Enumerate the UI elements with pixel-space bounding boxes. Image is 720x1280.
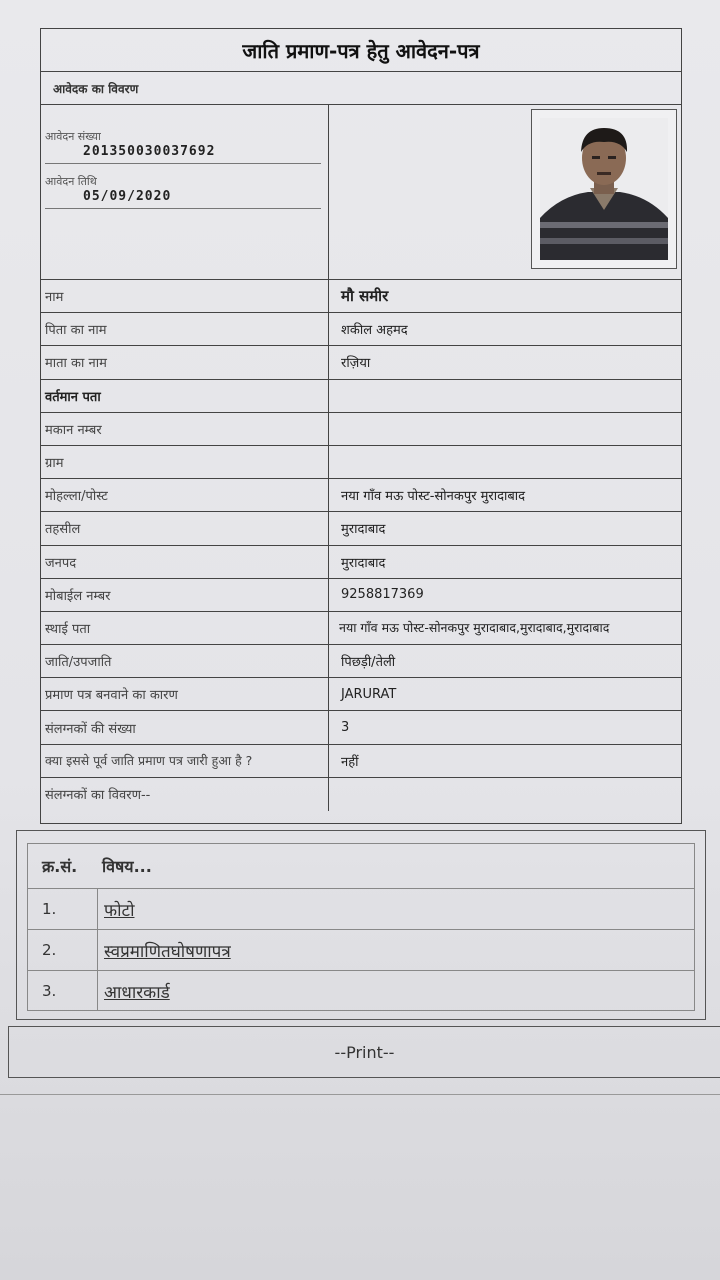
- detail-row: [41, 546, 681, 579]
- row-label: पिता का नाम: [41, 313, 329, 345]
- application-date: 05/09/2020: [83, 189, 172, 204]
- detail-row: [41, 778, 681, 811]
- attachment-row: [28, 888, 694, 929]
- applicant-photo-frame: [531, 109, 677, 269]
- divider: [45, 208, 321, 209]
- row-value: रज़िया: [341, 356, 371, 372]
- row-value: नहीं: [341, 754, 359, 770]
- section-heading: आवेदक का विवरण: [41, 72, 681, 105]
- attachment-serial: 1.: [28, 889, 98, 929]
- application-no: 201350030037692: [83, 144, 216, 159]
- detail-row: [41, 645, 681, 678]
- detail-row: [41, 579, 681, 612]
- detail-row: [41, 711, 681, 744]
- detail-row: [41, 745, 681, 778]
- form-title: जाति प्रमाण-पत्र हेतु आवेदन-पत्र: [41, 29, 681, 72]
- applicant-details: [41, 280, 681, 811]
- row-value: नया गाँव मऊ पोस्ट-सोनकपुर मुरादाबाद,मुरादाबाद,मुरादाबाद: [339, 620, 610, 636]
- row-value: [329, 446, 681, 478]
- row-value: मौ समीर: [341, 287, 389, 306]
- divider: [0, 1094, 720, 1095]
- attachment-link-photo[interactable]: फोटो: [104, 900, 135, 921]
- row-label: माता का नाम: [41, 346, 329, 378]
- row-value: [329, 413, 681, 445]
- row-label: प्रमाण पत्र बनवाने का कारण: [41, 678, 329, 710]
- row-label: क्या इससे पूर्व जाति प्रमाण पत्र जारी हुआ है ?: [41, 745, 329, 777]
- attachment-row: [28, 970, 694, 1011]
- caste-certificate-form: [40, 28, 682, 824]
- row-label: मकान नम्बर: [41, 413, 329, 445]
- print-button[interactable]: --Print--: [8, 1026, 720, 1078]
- applicant-photo: [540, 118, 668, 260]
- detail-row: [41, 612, 681, 645]
- detail-row: [41, 479, 681, 512]
- row-label: संलग्नकों का विवरण--: [41, 778, 329, 811]
- row-value: [329, 778, 681, 811]
- row-value: मुरादाबाद: [341, 555, 386, 571]
- detail-row: [41, 313, 681, 346]
- row-value: नया गाँव मऊ पोस्ट-सोनकपुर मुरादाबाद: [341, 489, 526, 505]
- attachments-header: [28, 844, 694, 888]
- detail-row: [41, 380, 681, 413]
- attachments-table: [16, 830, 706, 1020]
- row-label: संलग्नकों की संख्या: [41, 711, 329, 743]
- attachment-row: [28, 929, 694, 970]
- row-label: नाम: [41, 280, 329, 312]
- col-subject-header: विषय...: [102, 857, 152, 876]
- detail-row: [41, 280, 681, 313]
- photo-cell: [329, 105, 681, 279]
- row-value: शकील अहमद: [341, 323, 408, 339]
- detail-row: [41, 446, 681, 479]
- row-value: 9258817369: [341, 587, 424, 603]
- row-label: तहसील: [41, 512, 329, 544]
- row-label: जनपद: [41, 546, 329, 578]
- row-label: मोबाईल नम्बर: [41, 579, 329, 611]
- attachment-link-aadhaar[interactable]: आधारकार्ड: [104, 982, 170, 1003]
- col-serial-header: क्र.सं.: [42, 857, 78, 876]
- person-photo-icon: [540, 118, 668, 260]
- application-meta-block: [41, 105, 681, 280]
- row-value: [329, 380, 681, 412]
- attachment-link-declaration[interactable]: स्वप्रमाणितघोषणापत्र: [104, 941, 231, 962]
- row-value: 3: [341, 720, 350, 736]
- detail-row: [41, 413, 681, 446]
- row-label: स्थाई पता: [41, 612, 329, 644]
- attachments-inner: [27, 843, 695, 1011]
- attachment-serial: 2.: [28, 930, 98, 970]
- row-label: मोहल्ला/पोस्ट: [41, 479, 329, 511]
- application-meta: [41, 105, 329, 279]
- row-value: मुरादाबाद: [341, 522, 386, 538]
- row-label: ग्राम: [41, 446, 329, 478]
- application-no-label: आवेदन संख्या: [45, 130, 101, 143]
- application-date-label: आवेदन तिथि: [45, 175, 97, 188]
- row-label: जाति/उपजाति: [41, 645, 329, 677]
- row-value: JARURAT: [341, 686, 397, 702]
- row-label: वर्तमान पता: [41, 380, 329, 412]
- attachment-serial: 3.: [28, 971, 98, 1011]
- detail-row: [41, 678, 681, 711]
- divider: [45, 163, 321, 164]
- detail-row: [41, 346, 681, 379]
- row-value: पिछड़ी/तेली: [341, 655, 396, 671]
- detail-row: [41, 512, 681, 545]
